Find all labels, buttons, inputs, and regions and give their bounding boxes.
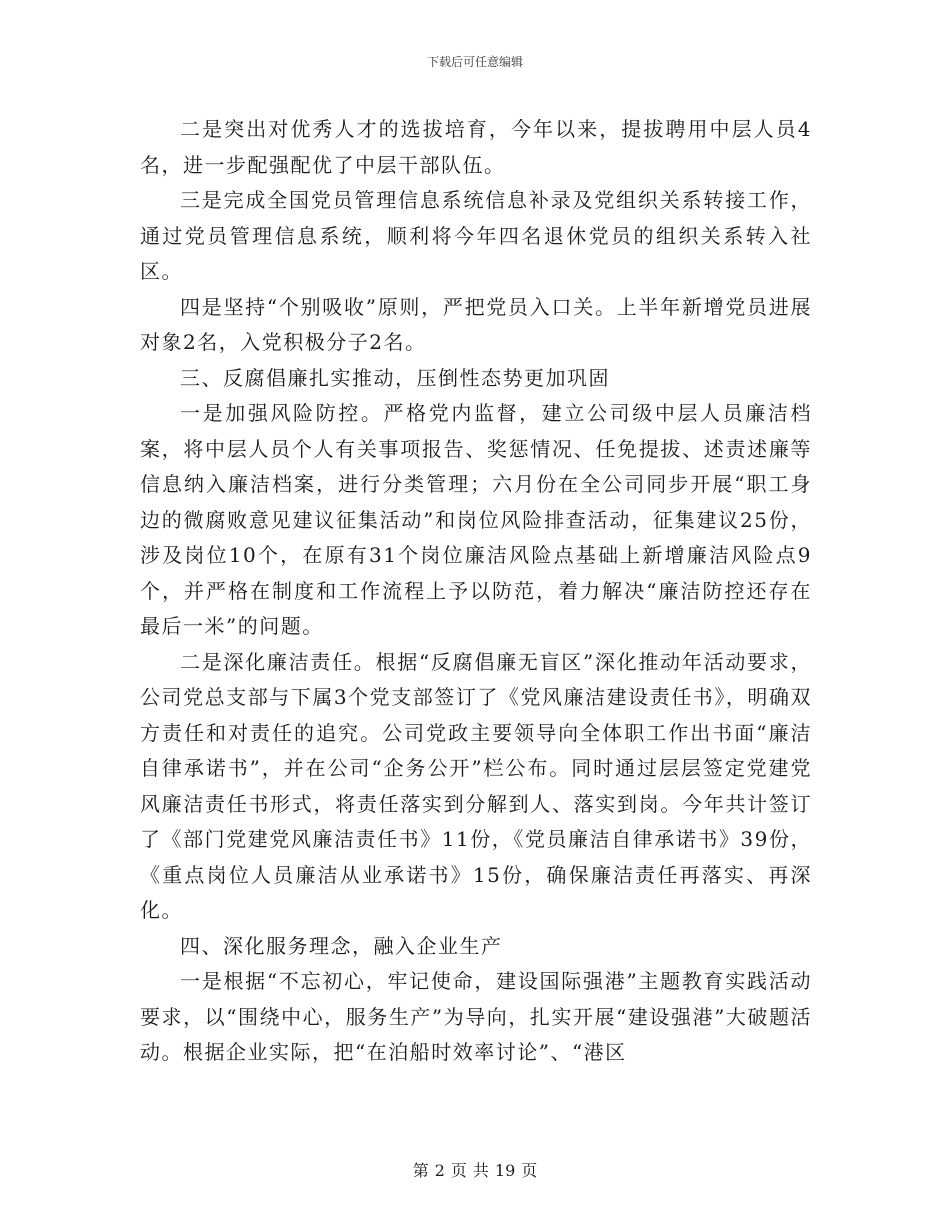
footer-page-number: 2 — [434, 1161, 445, 1180]
footer-page-word: 第 — [412, 1161, 429, 1180]
paragraph-member-intake: 四是坚持“个别吸收”原则，严把党员入口关。上半年新增党员进展对象2名，入党积极分子2名。 — [140, 294, 812, 354]
paragraph-risk-control: 一是加强风险防控。严格党内监督，建立公司级中层人员廉洁档案，将中层人员个人有关事项报告、奖惩情况、任免提拔、述责述廉等信息纳入廉洁档案，进行分类管理；六月份在全公司同步开展“职工身边的微腐败意见建议征集活动”和岗位风险排查活动，征集建议25份，涉及岗位10个，在原有31个岗位廉洁风险点基础上新增廉洁风险点9个，并严格在制度和工作流程上予以防范，着力解决“廉洁防控还存在最后一米”的问题。 — [140, 401, 812, 638]
paragraph-integrity-responsibility: 二是深化廉洁责任。根据“反腐倡廉无盲区”深化推动年活动要求，公司党总支部与下属3个党支部签订了《党风廉洁建设责任书》，明确双方责任和对责任的追究。公司党政主要领导向全体职工作出书面“廉洁自律承诺书”，并在公司“企务公开”栏公布。同时通过层层签定党建党风廉洁责任书形式，将责任落实到分解到人、落实到岗。今年共计签订了《部门党建党风廉洁责任书》11份，《党员廉洁自律承诺书》39份，《重点岗位人员廉洁从业承诺书》15份，确保廉洁责任再落实、再深化。 — [140, 649, 812, 922]
footer-total-pages: 19 — [494, 1161, 516, 1180]
section-heading-anticorruption: 三、反腐倡廉扎实推动，压倒性态势更加巩固 — [180, 365, 610, 390]
paragraph-talent-cultivation: 二是突出对优秀人才的选拔培育，今年以来，提拔聘用中层人员4名，进一步配强配优了中层干部队伍。 — [140, 117, 812, 177]
footer-total-word: 共 — [472, 1161, 489, 1180]
footer-page-unit: 页 — [450, 1161, 467, 1180]
paragraph-info-system: 三是完成全国党员管理信息系统信息补录及党组织关系转接工作，通过党员管理信息系统，顺利将今年四名退休党员的组织关系转入社区。 — [140, 188, 812, 283]
section-heading-service: 四、深化服务理念，融入企业生产 — [180, 933, 503, 958]
header-note: 下载后可任意编辑 — [426, 55, 523, 69]
footer-total-unit: 页 — [521, 1161, 538, 1180]
page-footer — [0, 1158, 950, 1181]
paragraph-strong-port: 一是根据“不忘初心，牢记使命，建设国际强港”主题教育实践活动要求，以“围绕中心，服务生产”为导向，扎实开展“建设强港”大破题活动。根据企业实际，把“在泊船时效率讨论”、“港区 — [140, 969, 812, 1064]
document-body — [140, 112, 812, 1071]
